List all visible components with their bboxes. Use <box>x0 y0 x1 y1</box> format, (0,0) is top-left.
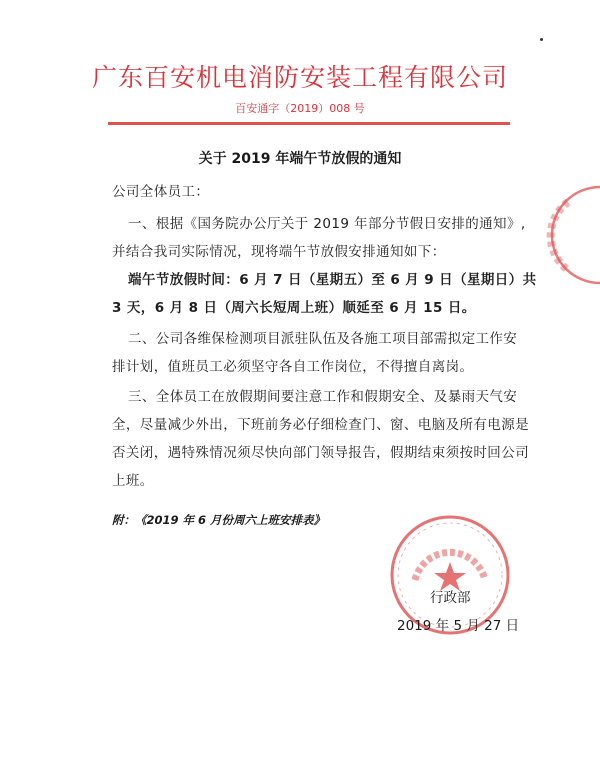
body-line: 上班。 <box>112 473 154 489</box>
holiday-period-line: 端午节放假时间：6 月 7 日（星期五）至 6 月 9 日（星期日）共 <box>128 272 537 288</box>
scan-speck <box>540 38 543 41</box>
company-name-header: 广东百安机电消防安装工程有限公司 <box>91 63 508 92</box>
body-line: 并结合我司实际情况，现将端午节放假安排通知如下： <box>112 244 446 260</box>
body-line: 三、全体员工在放假期间要注意工作和假期安全、及暴雨天气安 <box>128 389 518 405</box>
body-line: 全，尽量减少外出，下班前务必仔细检查门、窗、电脑及所有电源是 <box>112 417 529 433</box>
body-line: 二、公司各维保检测项目派驻队伍及各施工项目部需拟定工作安 <box>128 331 518 347</box>
body-line: 一、根据《国务院办公厅关于 2019 年部分节假日安排的通知》, <box>128 216 526 232</box>
edge-seal-stamp <box>538 180 600 290</box>
notice-title: 关于 2019 年端午节放假的通知 <box>198 151 402 167</box>
document-number: 百安通字（2019）008 号 <box>235 102 365 115</box>
body-line: 排计划，值班员工必须坚守各自工作岗位，不得擅自离岗。 <box>112 359 474 375</box>
issue-date: 2019 年 5 月 27 日 <box>397 618 520 634</box>
issuing-department: 行政部 <box>430 590 471 606</box>
attachment-note: 附：《2019 年 6 月份周六上班安排表》 <box>112 513 326 527</box>
body-line: 否关闭，遇特殊情况须尽快向部门领导报告，假期结束须按时回公司 <box>112 445 529 461</box>
salutation: 公司全体员工： <box>112 184 210 200</box>
holiday-period-line: 3 天，6 月 8 日（周六长短周上班）顺延至 6 月 15 日。 <box>112 300 476 316</box>
red-header-rule <box>108 122 510 125</box>
